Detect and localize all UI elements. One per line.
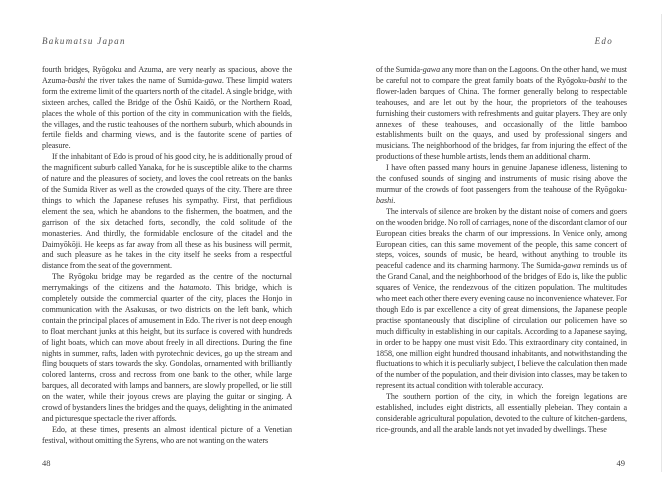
paragraph: The southern portion of the city, in which the foreign legations are established, includes eight districts, all essentially plebeian. They contain a considerable agricultural population, devoted to the culture of kitchen-gardens, rice-grounds, and all the arable lands not yet invaded by dwellings. These (376, 392, 627, 434)
page-number-left: 48 (42, 458, 51, 468)
paragraph: of the Sumida-gawa any more than on the Lagoons. On the other hand, we must be careful not to compare the great family boats of the Ryōgoku-bashi to the flower-laden barques of China. The former generally belong to respectable teahouses, and are let out by the hour, the proprietors of the teahouses furnishing their customers with refreshments and guitar players. They are only annexes of these teahouses, and occasionally of the little bamboo establishments built on the quays, and used by professional singers and musicians. The neighborhood of the bridges, far from injuring the effect of the productions of these humble artists, lends them an additional charm. (376, 65, 627, 162)
left-page-body (42, 65, 292, 447)
right-page (376, 36, 627, 436)
running-header-left: Bakumatsu Japan (42, 36, 126, 46)
right-page-body (376, 65, 627, 436)
paragraph: If the inhabitant of Edo is proud of his good city, he is additionally proud of the magnificent suburb called Yanaka, for he is susceptible alike to the charms of nature and the pleasures of society, and loves the cool retreats on the banks of the Sumida River as well as the crowded quays of the city. There are three things to which the Japanese refuses his sympathy. First, that perfidious element the sea, which he abandons to the fishermen, the boatmen, and the garrison of the six detached forts, secondly, the cold solitude of the monasteries. And thirdly, the formidable enclosure of the citadel and the Daimyōkōji. He keeps as far away from all these as his business will permit, and such pleasure as he takes in the city itself he seeks from a respectful distance from the seat of the government. (42, 152, 292, 271)
paragraph: The intervals of silence are broken by the distant noise of comers and goers on the wooden bridge. No roll of carriages, none of the discordant clamor of our European cities breaks the charm of our impressions. In Venice only, among European cities, can this same movement of the people, this same concert of steps, voices, sounds of music, be heard, without anything to trouble its peaceful cadence and its charming harmony. The Sumida-gawa reminds us of the Grand Canal, and the neighborhood of the bridges of Edo is, like the public squares of Venice, the rendezvous of the citizen population. The multitudes who meet each other there every evening cause no inconvenience whatever. For though Edo is par excellence a city of great dimensions, the Japanese people practise spontaneously that discipline of circulation our policemen have so much difficulty in establishing in our capitals. According to a Japanese saying, in order to be happy one must visit Edo. This extraordinary city contained, in 1858, one million eight hundred thousand inhabitants, and notwithstanding the fluctuations to which it is peculiarly subject, I believe the calculation then made of the number of the population, and their division into classes, may be taken to represent its actual condition with tolerable accuracy. (376, 206, 627, 391)
page-edge-shadow (661, 14, 662, 472)
running-header-right: Edo (594, 36, 613, 46)
left-page (42, 36, 292, 447)
paragraph: fourth bridges, Ryōgoku and Azuma, are very nearly as spacious, above the Azuma-bashi the river takes the name of Sumida-gawa. These limpid waters form the extreme limit of the quarters north of the citadel. A single bridge, with sixteen arches, called the Bridge of the Ōshū Kaidō, or the Northern Road, places the whole of this portion of the city in communication with the fields, the villages, and the rustic teahouses of the northern suburb, which abounds in fertile fields and charming views, and is the fautorite scene of parties of pleasure. (42, 65, 293, 151)
page-number-right: 49 (616, 458, 625, 468)
paragraph: Edo, at these times, presents an almost identical picture of a Venetian festival, without omitting the Syrens, who are not wanting on the waters (42, 424, 292, 445)
paragraph: The Ryōgoku bridge may be regarded as the centre of the nocturnal merrymakings of the citizens and the hatamoto. This bridge, which is completely outside the commercial quarter of the city, places the Honjo in communication with the Asakusas, or two districts on the left bank, which contain the principal places of amusement in Edo. The river is not deep enough to float merchant junks at this height, but its surface is covered with hundreds of light boats, which can move about freely in all directions. During the fine nights in summer, rafts, laden with pyrotechnic devices, go up the stream and fling bouquets of stars towards the sky. Gondolas, ornamented with brilliantly colored lanterns, cross and recross from one bank to the other, while large barques, all decorated with lamps and banners, are slowly propelled, or lie still on the water, while their joyous crews are playing the guitar or singing. A crowd of bystanders lines the bridges and the quays, delighting in the animated and picturesque spectacle the river affords. (42, 272, 292, 423)
paragraph: I have often passed many hours in genuine Japanese idleness, listening to the confused sounds of singing and instruments of music rising above the murmur of the crowds of foot passengers from the teahouse of the Ryōgoku-bashi. (376, 163, 627, 205)
